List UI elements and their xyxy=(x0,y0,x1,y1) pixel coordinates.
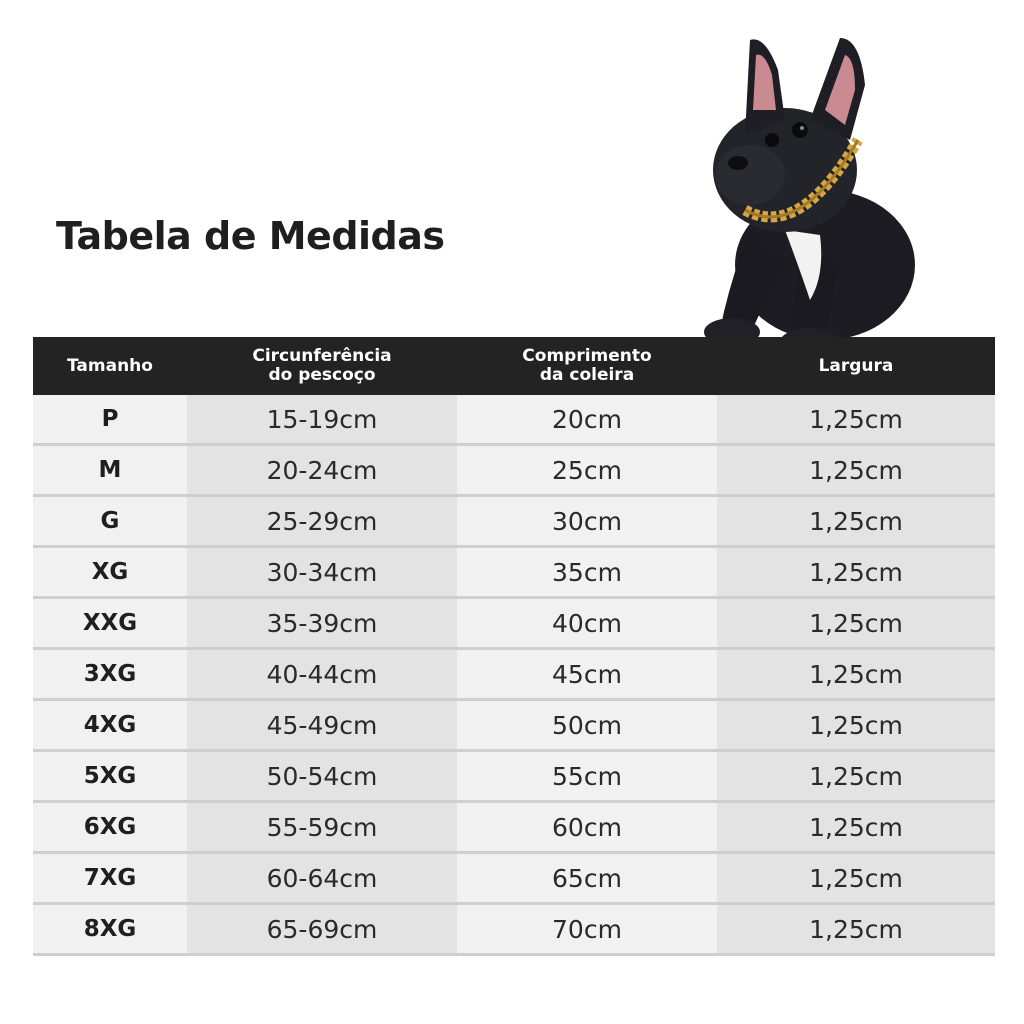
table-row xyxy=(33,752,995,803)
cell-neck: 25-29cm xyxy=(187,497,457,545)
cell-neck: 20-24cm xyxy=(187,446,457,494)
table-row xyxy=(33,803,995,854)
size-table xyxy=(33,337,995,956)
page-title: Tabela de Medidas xyxy=(56,214,445,258)
table-header xyxy=(33,337,995,395)
table-row xyxy=(33,701,995,752)
cell-length: 55cm xyxy=(457,752,717,800)
cell-width: 1,25cm xyxy=(717,854,995,902)
table-row xyxy=(33,446,995,497)
header-size: Tamanho xyxy=(67,355,153,376)
table-row xyxy=(33,497,995,548)
cell-size: 5XG xyxy=(33,752,187,800)
cell-width: 1,25cm xyxy=(717,701,995,749)
cell-width: 1,25cm xyxy=(717,905,995,953)
cell-length: 20cm xyxy=(457,395,717,443)
header-neck-circumference: Circunferência do pescoço xyxy=(252,346,392,385)
cell-neck: 15-19cm xyxy=(187,395,457,443)
cell-size: XXG xyxy=(33,599,187,647)
table-row xyxy=(33,905,995,956)
cell-length: 35cm xyxy=(457,548,717,596)
cell-length: 70cm xyxy=(457,905,717,953)
cell-size: P xyxy=(33,395,187,443)
cell-length: 50cm xyxy=(457,701,717,749)
cell-size: G xyxy=(33,497,187,545)
cell-size: 6XG xyxy=(33,803,187,851)
cell-size: 4XG xyxy=(33,701,187,749)
table-body xyxy=(33,395,995,956)
table-row xyxy=(33,599,995,650)
cell-length: 30cm xyxy=(457,497,717,545)
cell-neck: 55-59cm xyxy=(187,803,457,851)
cell-neck: 50-54cm xyxy=(187,752,457,800)
cell-width: 1,25cm xyxy=(717,803,995,851)
header-collar-length: Comprimento da coleira xyxy=(522,346,652,385)
cell-width: 1,25cm xyxy=(717,497,995,545)
cell-width: 1,25cm xyxy=(717,446,995,494)
cell-neck: 40-44cm xyxy=(187,650,457,698)
cell-width: 1,25cm xyxy=(717,650,995,698)
cell-length: 25cm xyxy=(457,446,717,494)
cell-width: 1,25cm xyxy=(717,395,995,443)
cell-width: 1,25cm xyxy=(717,752,995,800)
french-bulldog-image xyxy=(690,30,930,360)
cell-neck: 60-64cm xyxy=(187,854,457,902)
cell-length: 60cm xyxy=(457,803,717,851)
cell-length: 45cm xyxy=(457,650,717,698)
cell-size: M xyxy=(33,446,187,494)
cell-length: 40cm xyxy=(457,599,717,647)
cell-neck: 45-49cm xyxy=(187,701,457,749)
cell-size: 3XG xyxy=(33,650,187,698)
cell-size: 7XG xyxy=(33,854,187,902)
cell-size: XG xyxy=(33,548,187,596)
table-row xyxy=(33,395,995,446)
cell-neck: 35-39cm xyxy=(187,599,457,647)
table-row xyxy=(33,650,995,701)
cell-size: 8XG xyxy=(33,905,187,953)
cell-width: 1,25cm xyxy=(717,599,995,647)
cell-length: 65cm xyxy=(457,854,717,902)
cell-width: 1,25cm xyxy=(717,548,995,596)
table-row xyxy=(33,548,995,599)
header-width: Largura xyxy=(818,355,894,376)
cell-neck: 30-34cm xyxy=(187,548,457,596)
table-row xyxy=(33,854,995,905)
cell-neck: 65-69cm xyxy=(187,905,457,953)
